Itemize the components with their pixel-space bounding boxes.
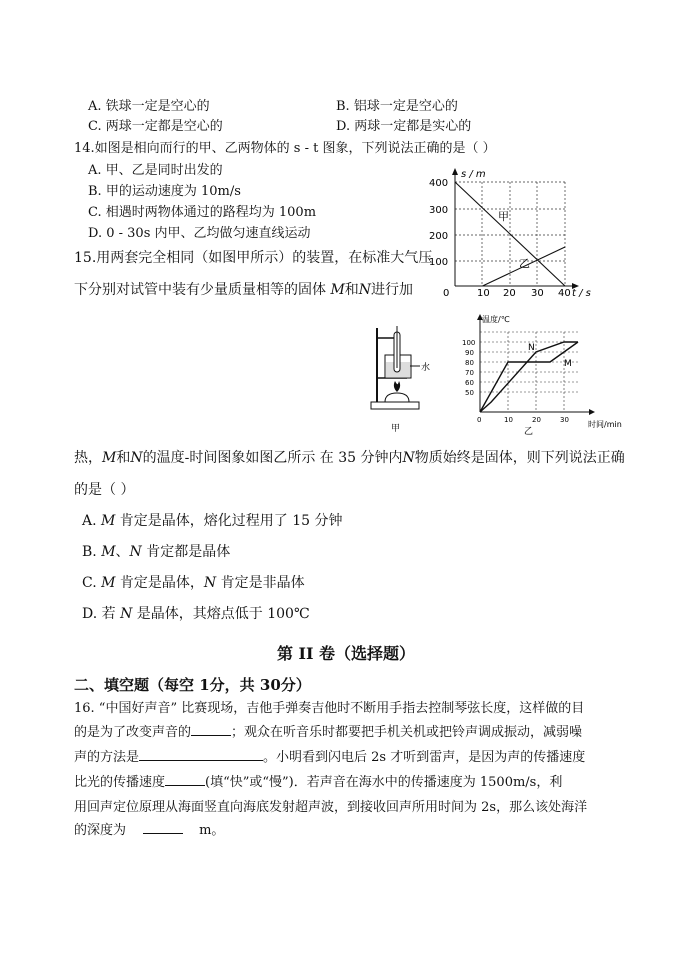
temp-label-m: M [564, 359, 572, 369]
q13-option-b: B. 铝球一定是空心的 [336, 99, 458, 114]
q14-option-a: A. 甲、乙是同时出发的 [88, 163, 223, 178]
flame [394, 381, 400, 392]
q16-line6 [74, 816, 634, 846]
st-x-label: t / s [572, 288, 591, 299]
temp-x-label: 时间/min [588, 420, 622, 429]
st-x-tick: 10 [477, 288, 490, 299]
st-label-yi: 乙 [519, 257, 530, 270]
temp-x-axis-arrow [589, 409, 595, 415]
section-title: 第 II 卷（选择题） [276, 644, 416, 663]
q15-a-post: 肯定是晶体，熔化过程用了 15 分钟 [115, 513, 343, 529]
apparatus-caption: 甲 [391, 424, 401, 434]
st-y-axis-arrow [452, 168, 458, 175]
blank-3[interactable] [165, 771, 205, 786]
water-label: 水 [421, 363, 431, 373]
temp-caption: 乙 [524, 427, 534, 437]
q14-option-d: D. 0 - 30s 内甲、乙均做匀速直线运动 [88, 226, 311, 241]
q15-option-c [82, 568, 642, 598]
q15-b-pre: B. [82, 544, 102, 560]
q15-option-b [82, 537, 642, 567]
q15-var-n: N [358, 282, 372, 298]
q15-line3-b: 的温度-时间图象如图乙所示 在 35 分钟内 [142, 450, 403, 466]
q16-line1: 16. “中国好声音” 比赛现场，吉他手弹奏吉他时不断用手指去控制琴弦长度，这样做的目 [74, 701, 585, 716]
q15-line2 [74, 275, 634, 305]
q16-l2b: ；观众在听音乐时都要把手机关机或把铃声调成振动，减弱噪 [231, 725, 583, 740]
temp-x-tick: 30 [560, 416, 569, 424]
blank-2[interactable] [139, 746, 263, 761]
temp-y-tick: 100 [462, 339, 476, 347]
q16-l6b: m。 [199, 823, 225, 838]
q16-l4a: 比光的传播速度 [74, 775, 166, 790]
q15-option-d [82, 599, 642, 629]
q16-l4b: (填“快”或“慢”)．若声音在海水中的传播速度为 1500m/s，利 [205, 775, 563, 790]
q16-l6a: 的深度为 [74, 823, 127, 838]
st-x-tick: 30 [531, 288, 544, 299]
st-y-tick: 100 [429, 257, 449, 268]
stand-base [371, 402, 419, 409]
section-heading: 二、填空题（每空 1分，共 30分） [74, 676, 311, 694]
q15-b-post: 肯定都是晶体 [141, 544, 231, 560]
q15-d-post: 是晶体，其熔点低于 100℃ [132, 606, 310, 622]
q15-var-m: M [101, 575, 116, 591]
temp-y-tick: 60 [465, 379, 474, 387]
q15-var-n: N [402, 450, 415, 466]
q15-c-pre: C. [82, 575, 102, 591]
q15-line1: 15.用两套完全相同（如图甲所示）的装置，在标准大气压 [74, 250, 433, 266]
temp-y-tick: 50 [465, 389, 474, 397]
q15-c-mid: 肯定是晶体， [115, 575, 204, 591]
q15-var-m: M [101, 544, 116, 560]
q14-stem: 14.如图是相向而行的甲、乙两物体的 s - t 图象，下列说法正确的是（ ） [74, 141, 496, 156]
q14-option-c: C. 相遇时两物体通过的路程均为 100m [88, 205, 317, 220]
q15-line3 [74, 443, 634, 473]
temp-y-tick: 70 [465, 369, 474, 377]
q16-line5: 用回声定位原理从海面竖直向海底发射超声波，到接收回声所用时间为 2s，那么该处海洋 [74, 800, 588, 815]
q15-line4: 的是（ ） [74, 482, 135, 498]
q14-option-b: B. 甲的运动速度为 10m/s [88, 184, 241, 199]
temp-x-tick: 20 [532, 416, 541, 424]
q15-option-a [82, 506, 642, 536]
st-y-tick: 200 [429, 231, 449, 242]
temp-y-tick: 90 [465, 349, 474, 357]
q15-var-n: N [120, 606, 133, 622]
q13-option-d: D. 两球一定都是实心的 [336, 119, 472, 134]
blank-1[interactable] [191, 721, 231, 736]
blank-4[interactable] [143, 819, 183, 834]
temp-label-n: N [528, 343, 535, 353]
q15-var-m: M [101, 513, 116, 529]
q15-d-pre: D. 若 [82, 606, 121, 622]
st-label-jia: 甲 [498, 210, 509, 223]
q15-line2-a: 下分别对试管中装有少量质量相等的固体 [74, 282, 331, 298]
q15-line3-c: 物质始终是固体，则下列说法正确 [414, 450, 625, 466]
q15-b-mid: 、 [115, 544, 130, 560]
q15-var-n: N [130, 450, 143, 466]
temp-x-tick: 0 [477, 416, 482, 424]
q15-c-post: 肯定是非晶体 [216, 575, 305, 591]
st-x-tick: 20 [503, 288, 516, 299]
q15-var-n: N [129, 544, 142, 560]
q15-he: 和 [116, 450, 131, 466]
q16-l3a: 声的方法是 [74, 750, 140, 765]
st-y-tick: 300 [429, 205, 449, 216]
q15-var-n: N [203, 575, 217, 591]
q15-var-m: M [102, 450, 117, 466]
q15-var-m: M [330, 282, 345, 298]
q15-he: 和 [344, 282, 359, 298]
st-x-tick: 0 [443, 288, 450, 299]
q16-l2a: 的是为了改变声音的 [74, 725, 192, 740]
temp-x-tick: 10 [504, 416, 513, 424]
temp-y-tick: 80 [465, 359, 474, 367]
q13-option-c: C. 两球一定都是空心的 [88, 119, 223, 134]
st-y-label: s / m [461, 169, 486, 180]
q13-option-a: A. 铁球一定是空心的 [88, 99, 210, 114]
temp-chart [460, 308, 625, 438]
q16-l3b: 。小明看到闪电后 2s 才听到雷声，是因为声的传播速度 [263, 750, 586, 765]
q15-a-pre: A. [82, 513, 102, 529]
st-x-tick: 40 [558, 288, 571, 299]
q15-line2-b: 进行加 [371, 282, 414, 298]
alcohol-lamp [385, 393, 409, 402]
q15-line3-a: 热， [74, 450, 102, 466]
temp-y-label: 温度/℃ [482, 315, 510, 324]
apparatus-figure [365, 318, 445, 436]
st-y-tick: 400 [429, 178, 449, 189]
